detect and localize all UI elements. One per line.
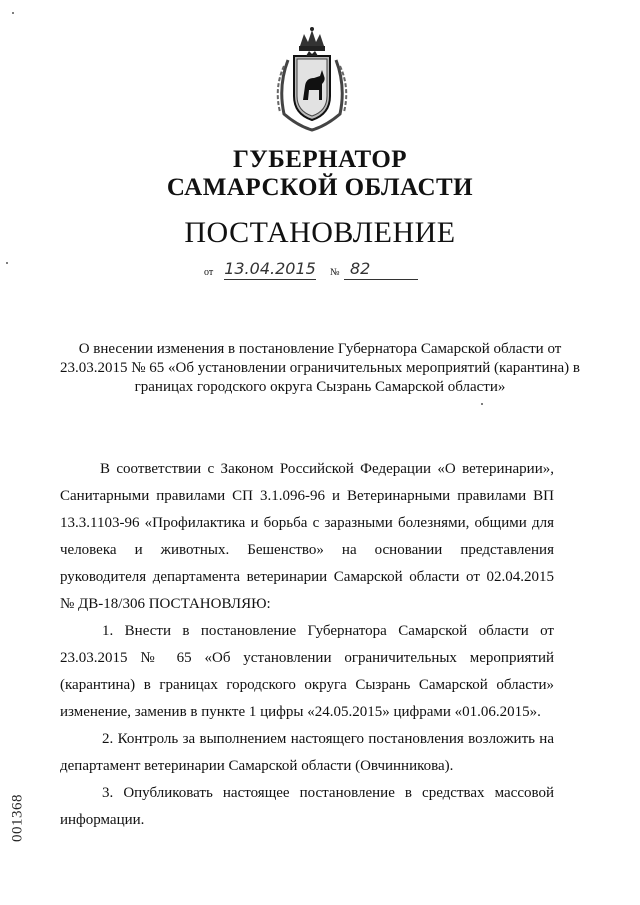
scan-speck xyxy=(481,403,483,405)
scan-speck xyxy=(12,12,14,14)
handwritten-number: 82 xyxy=(344,259,418,280)
resolution-item-1: 1. Внести в постановление Губернатора Самарской области от 23.03.2015 № 65 «Об установлении ограничительных мероприятий (карантина) в границах городского округа Сызрань Самарской области» изменение, заменив в пункте 1 цифры «24.05.2015» цифрами «01.06.2015». xyxy=(60,623,554,720)
document-type-heading: ПОСТАНОВЛЕНИЕ xyxy=(184,216,456,249)
resolution-item-2: 2. Контроль за выполнением настоящего постановления возложить на департамент ветеринарии Самарской области (Овчинникова). xyxy=(60,731,554,774)
document-body xyxy=(60,456,554,834)
authority-title-line2: САМАРСКОЙ ОБЛАСТИ xyxy=(166,174,474,201)
document-subject: О внесении изменения в постановление Губернатора Самарской области от 23.03.2015 № 65 «Об установлении ограничительных мероприятий (карантина) в границах городского округа Сызрань Самарской области» xyxy=(60,341,581,395)
preamble-paragraph: В соответствии с Законом Российской Федерации «О ветеринарии», Санитарными правилами СП 3.1.096-96 и Ветеринарными правилами ВП 13.3.1103-96 «Профилактика и борьба с заразными болезнями, общими для человека и животных. Бешенство» на основании представления руководителя департамента ветеринарии Самарской области от 02.04.2015 № ДВ-18/306 ПОСТАНОВЛЯЮ: xyxy=(60,461,554,612)
form-serial-text: 001368 xyxy=(9,794,26,842)
date-prefix: от xyxy=(204,267,214,278)
coat-of-arms-emblem xyxy=(270,26,354,134)
handwritten-date: 13.04.2015 xyxy=(224,259,316,278)
authority-title-line1: ГУБЕРНАТОР xyxy=(232,146,408,173)
number-prefix: № xyxy=(330,267,340,278)
scan-speck xyxy=(6,262,8,264)
resolution-item-3: 3. Опубликовать настоящее постановление в средствах массовой информации. xyxy=(60,785,554,828)
form-serial-number xyxy=(6,778,30,858)
registration-line xyxy=(204,259,434,285)
